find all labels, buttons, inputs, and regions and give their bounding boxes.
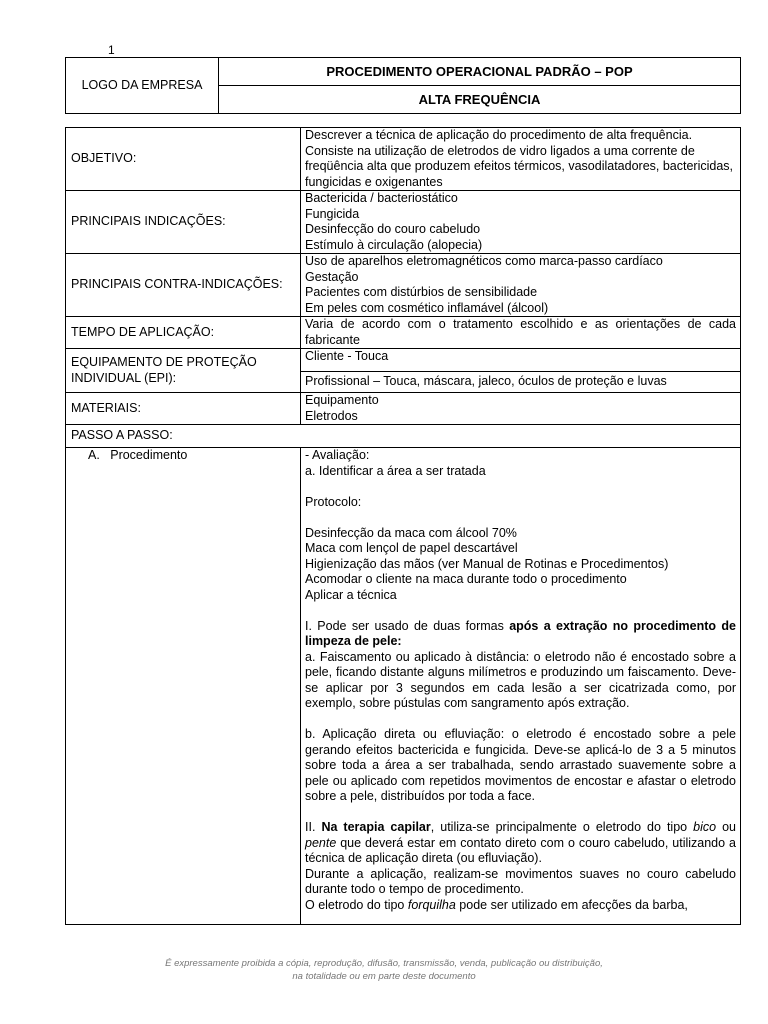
procedure-table bbox=[65, 127, 741, 925]
paragraph-text: , utiliza-se principalmente o eletrodo do tipo bbox=[430, 820, 694, 834]
footer-line: É expressamente proibida a cópia, reprodução, difusão, transmissão, venda, publicação ou distribuição, bbox=[165, 958, 603, 969]
step-by-step-row bbox=[66, 425, 741, 448]
list-item: Desinfecção do couro cabeludo bbox=[305, 222, 481, 236]
protocol-step: Aplicar a técnica bbox=[305, 587, 397, 602]
header-table bbox=[65, 57, 741, 114]
contraindications-label: PRINCIPAIS CONTRA-INDICAÇÕES: bbox=[66, 254, 301, 317]
protocol-step: Acomodar o cliente na maca durante todo o procedimento bbox=[305, 572, 627, 586]
contraindications-list bbox=[301, 254, 741, 317]
objective-line: Descrever a técnica de aplicação do procedimento de alta frequência. bbox=[305, 128, 693, 142]
procedure-label bbox=[66, 448, 301, 925]
indications-row bbox=[66, 191, 741, 254]
document-title: PROCEDIMENTO OPERACIONAL PADRÃO – POP bbox=[219, 58, 741, 86]
procedure-content bbox=[301, 448, 741, 925]
materials-label: MATERIAIS: bbox=[66, 393, 301, 425]
objective-row bbox=[66, 128, 741, 191]
protocol-heading: Protocolo: bbox=[305, 494, 362, 509]
paragraph-text: O eletrodo do tipo bbox=[305, 897, 408, 912]
paragraph-text: que deverá estar em contato direto com o couro cabeludo, utilizando a técnica de aplicação direta (ou efluviação). bbox=[305, 835, 736, 865]
paragraph-ii-2: Durante a aplicação, realizam-se movimentos suaves no couro cabeludo durante todo o tempo de procedimento. bbox=[305, 866, 736, 896]
list-item: Pacientes com distúrbios de sensibilidade bbox=[305, 285, 538, 299]
epi-client: Cliente - Touca bbox=[301, 349, 741, 372]
epi-row bbox=[66, 349, 741, 372]
paragraph-text: I. Pode ser usado de duas formas bbox=[305, 618, 510, 633]
protocol-step: Desinfecção da maca com álcool 70% bbox=[305, 525, 517, 540]
evaluation-step: a. Identificar a área a ser tratada bbox=[305, 463, 486, 478]
paragraph-ii bbox=[305, 820, 736, 867]
paragraph-ii-3 bbox=[305, 898, 736, 914]
paragraph-i-a: a. Faiscamento ou aplicado à distância: o eletrodo não é encostado sobre a pele, ficando distante alguns milímetros e produzindo um faiscamento. Deve-se aplicar por 3 segundos em cada lesão a ser cicatrizada como, por exemplo, sobre pústulas com sangramento após extração. bbox=[305, 649, 736, 710]
paragraph-emphasis: Na terapia capilar bbox=[321, 820, 431, 834]
step-by-step-label: PASSO A PASSO: bbox=[66, 425, 741, 448]
procedure-row bbox=[66, 448, 741, 925]
objective-line: Consiste na utilização de eletrodos de vidro ligados a uma corrente de freqüência alta que produzem efeitos térmicos, vasodilatadores, bactericidas, fungicidas e oxigenantes bbox=[305, 143, 734, 189]
paragraph-text: pode ser utilizado em afecções da barba, bbox=[455, 897, 688, 912]
list-item: Fungicida bbox=[305, 206, 360, 221]
indications-list bbox=[301, 191, 741, 254]
paragraph-italic: bico bbox=[693, 820, 717, 834]
paragraph-italic: pente bbox=[305, 835, 337, 850]
document-subtitle: ALTA FREQUÊNCIA bbox=[219, 86, 741, 114]
materials-list bbox=[301, 393, 741, 425]
list-item: Gestação bbox=[305, 269, 359, 284]
materials-row bbox=[66, 393, 741, 425]
list-item: Equipamento bbox=[305, 393, 379, 407]
objective-value bbox=[301, 128, 741, 191]
application-time-row bbox=[66, 317, 741, 349]
protocol-step: Maca com lençol de papel descartável bbox=[305, 541, 518, 555]
contraindications-row bbox=[66, 254, 741, 317]
paragraph-i-b: b. Aplicação direta ou efluviação: o eletrodo é encostado sobre a pele gerando efeitos bactericida e fungicida. Deve-se aplicá-lo de 3 a 5 minutos sobre toda a área a ser trabalhada, sendo arrastado suavemente sobre a pele ou aplicado com repetidos movimentos de encostar e afastar o eletrodo sobre a pele, distribuídos por toda a face. bbox=[305, 727, 736, 803]
company-logo-placeholder: LOGO DA EMPRESA bbox=[66, 58, 219, 114]
footer-line: na totalidade ou em parte deste documento bbox=[292, 971, 476, 982]
list-item: Em peles com cosmético inflamável (álcool) bbox=[305, 300, 549, 315]
page-number: 1 bbox=[108, 43, 115, 57]
list-item: Bactericida / bacteriostático bbox=[305, 191, 458, 205]
paragraph-italic: forquilha bbox=[407, 897, 456, 912]
footer-disclaimer bbox=[0, 957, 768, 983]
list-item: Uso de aparelhos eletromagnéticos como marca-passo cardíaco bbox=[305, 254, 663, 268]
indications-label: PRINCIPAIS INDICAÇÕES: bbox=[66, 191, 301, 254]
objective-label: OBJETIVO: bbox=[66, 128, 301, 191]
application-time-label: TEMPO DE APLICAÇÃO: bbox=[66, 317, 301, 349]
list-item: Eletrodos bbox=[305, 408, 358, 423]
list-item: Estímulo à circulação (alopecia) bbox=[305, 237, 483, 252]
evaluation-heading: - Avaliação: bbox=[305, 448, 370, 462]
epi-professional: Profissional – Touca, máscara, jaleco, óculos de proteção e luvas bbox=[301, 372, 741, 393]
paragraph-i bbox=[305, 619, 736, 650]
paragraph-emphasis: após a extração no procedimento de limpeza de pele: bbox=[305, 618, 736, 648]
paragraph-text: ou bbox=[716, 820, 736, 834]
paragraph-text: II. bbox=[305, 820, 322, 834]
procedure-label-text: A. Procedimento bbox=[88, 448, 188, 462]
epi-label: EQUIPAMENTO DE PROTEÇÃO INDIVIDUAL (EPI): bbox=[66, 349, 301, 393]
application-time-value: Varia de acordo com o tratamento escolhido e as orientações de cada fabricante bbox=[301, 317, 741, 349]
protocol-step: Higienização das mãos (ver Manual de Rotinas e Procedimentos) bbox=[305, 556, 669, 571]
